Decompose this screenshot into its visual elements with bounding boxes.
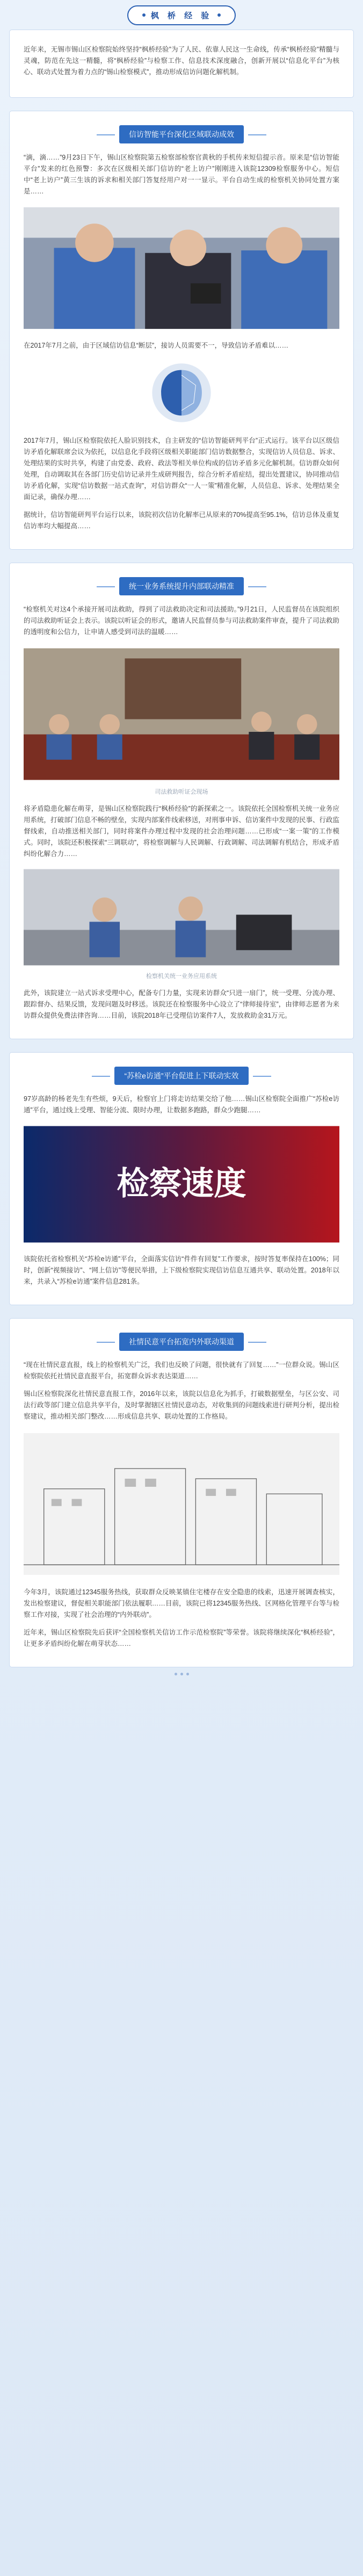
section-3 xyxy=(10,1053,353,1305)
photo-caption: 检察机关统一业务应用系统 xyxy=(146,973,217,980)
section-1-p2: 在2017年7月之前，由于区域信访信息“断层”，接访人员需要不一，导致信访矛盾难以…… xyxy=(24,342,289,349)
intro-card xyxy=(10,30,353,97)
photo-caption: 司法救助听证会现场 xyxy=(155,789,208,795)
section-4-body xyxy=(10,1351,353,1667)
photo-hearing-room xyxy=(24,644,339,784)
header-title-pill xyxy=(127,5,236,25)
section-4 xyxy=(10,1319,353,1667)
section-1-body xyxy=(10,143,353,549)
section-1-badge xyxy=(10,111,353,143)
footer-dots xyxy=(0,1667,363,1681)
photo-office-staff xyxy=(24,866,339,968)
page-title: 枫 桥 经 验 xyxy=(150,11,213,20)
section-3-badge xyxy=(10,1053,353,1085)
dot-icon xyxy=(175,1673,177,1675)
section-4-badge xyxy=(10,1319,353,1351)
dot-icon xyxy=(142,13,146,17)
photo-illustration xyxy=(24,204,339,333)
section-3-title: “苏检e访通”平台促进上下联动实效 xyxy=(114,1067,248,1085)
dot-icon xyxy=(186,1673,189,1675)
section-4-p2: 锡山区检察院深化社情民意直报工作，2016年以来，该院以信息化为抓手，打破数据壁垒，与区公安、司法行政等部门建立信息共享平台，及时掌握辖区社情民意动态，对收集到的问题线索进行研判分析，提出检察建议，推动相关部门整改……形成信息共享、联动处置的工作格局。 xyxy=(24,1390,339,1420)
section-3-p1: 97岁高龄的杨老先生有些烦，9天后，检察官上门将走访结果交给了他……锡山区检察院全面推广“苏检e访通”平台，通过线上受理、智能分流、限时办理，让数据多跑路，群众少跑腿…… xyxy=(24,1095,339,1114)
section-2-p1: “检察机关对这4个承接开展司法救助，得到了司法救助决定和司法援助。”9月21日，人民监督员在该院组织的司法救助听证会上表示。该院以听证会的形式，邀请人民监督员参与司法救助案件审查，提升了司法救助的透明度和公信力，让申请人感受到司法的温暖…… xyxy=(24,606,339,636)
page-header xyxy=(0,0,363,30)
section-3-body xyxy=(10,1085,353,1305)
section-1-title: 信访智能平台深化区域联动成效 xyxy=(119,125,244,143)
illustration-residential-sketch xyxy=(24,1429,339,1579)
dot-icon xyxy=(217,13,221,17)
dot-icon xyxy=(180,1673,183,1675)
section-4-p4: 近年来，锡山区检察院先后获评“全国检察机关信访工作示范检察院”等荣誉。该院将继续深化“枫桥经验”，让更多矛盾纠纷化解在萌芽状态…… xyxy=(24,1629,339,1647)
section-2-badge xyxy=(10,563,353,595)
banner-text: 检察速度 xyxy=(117,1164,246,1203)
section-1-p4: 据统计，信访智能研判平台运行以来，该院初次信访化解率已从原来的70%提高至95.1%，信访总体及重复信访率均大幅提高…… xyxy=(24,511,339,530)
section-3-p2: 该院依托省检察机关“苏检e访通”平台，全面落实信访“件件有回复”工作要求，按时答复率保持在100%；同时，创新“视频接访”、“网上信访”等便民举措，上下级检察院实现信访信息互通共享、联动处置。2018年以来，共录入“苏检e访通”案件信息281条。 xyxy=(24,1255,339,1285)
banner-prosecution-speed xyxy=(24,1122,339,1246)
section-4-p1: “现在社情民意直报，线上的检察机关广泛，我们也反映了问题，很快就有了回复……”一位群众说。锡山区检察院依托社情民意直报平台，拓宽群众诉求表达渠道…… xyxy=(24,1361,339,1380)
section-1-p3: 2017年7月，锡山区检察院依托人脸识别技术，自主研发的“信访智能研判平台”正式运行。该平台以区级信访矛盾化解联席会议为依托，以信息化手段将区级相关职能部门信访数据整合，实现信访人员信息、诉求、处理结果的实时共享，构建了由党委、政府、政法等相关单位构成的信访矛盾多元化解机制。信访群众如何处理，自动调取其在各部门历史信访记录并生成研判报告，综合分析矛盾症结，提出处置建议，协同推动信访矛盾化解，实现“信访数据一站式查询”，对信访群众“一人一策”精准化解，人员信息、诉求、处理结果全面记录，确保办理…… xyxy=(24,437,339,501)
section-2 xyxy=(10,563,353,1039)
section-2-p2: 将矛盾隐患化解在萌芽，是锡山区检察院践行“枫桥经验”的新探索之一。该院依托全国检察机关统一业务应用系统，打破部门信息不畅的壁垒，实现内部案件线索移送，对刑事申诉、信访案件中发现的民事、行政监督线索，自动推送相关部门，同时将案件办理过程中发现的社会治理问题……已形成“一案一策”的工作模式。同时，该院还积极探索“三调联动”，将检察调解与人民调解、行政调解、司法调解有机结合，形成矛盾纠纷化解合力…… xyxy=(24,805,339,858)
section-2-title: 统一业务系统提升内部联动精准 xyxy=(119,577,244,595)
intro-text: 近年来，无锡市锡山区检察院始终坚持“枫桥经验”为了人民、依靠人民这一生命线，传承“枫桥经验”精髓与灵魂，防范在先这一精髓，将“枫桥经验”与检察工作、信息技术深度融合，创新开展以“信息化平台”为核心、联动式处置为着力点的“锡山检察模式”，推动形成信访问题化解机制。 xyxy=(24,46,339,76)
face-recognition-graphic xyxy=(24,358,339,428)
section-1 xyxy=(10,111,353,549)
section-1-p1: “滴，滴……”9月23日下午，锡山区检察院第五检察部检察官黄秋的手机传来短信提示音。原来是“信访智能平台”发来的红色预警：多次在区级相关部门信访的“老上访户”刚刚进入该院12309检察服务中心。短信中“老上访户”黄三生该的诉求和相关部门答复经用户对一一显示。平台自动生成的检察机关协同处置方案是…… xyxy=(24,154,339,195)
photo-prosecutors-phone xyxy=(24,204,339,333)
section-2-body xyxy=(10,595,353,1039)
section-4-title: 社情民意平台拓宽内外联动渠道 xyxy=(119,1333,244,1351)
section-2-p3: 此外，该院建立一站式诉求受理中心，配备专门力量，实现来访群众“只进一扇门”，统一受理、分流办理、跟踪督办、结果反馈，发现问题及时移送。该院还在检察服务中心设立了“律师接待室”，由律师志愿者为来访群众提供免费法律咨询……目前，该院2018年已受理信访案件7人，发放救助金31万元。 xyxy=(24,989,339,1019)
section-4-p3: 今年3月，该院通过12345服务热线，获取群众反映某镇住宅楼存在安全隐患的线索，迅速开展调查核实，发出检察建议，督促相关职能部门依法履职……目前，该院已将12345服务热线、区网格化管理平台等与检察工作对接，实现了社会治理的“内外联动”。 xyxy=(24,1588,339,1618)
